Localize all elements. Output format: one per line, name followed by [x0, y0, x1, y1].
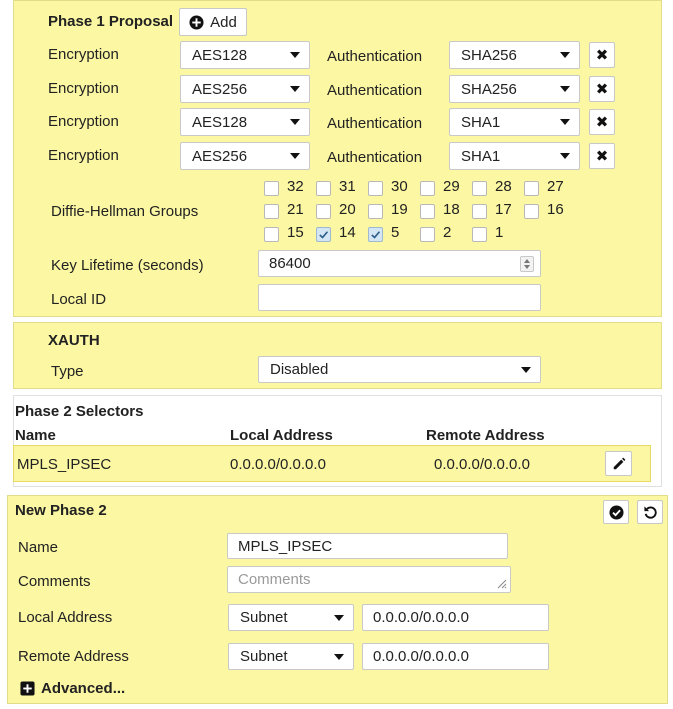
remove-proposal-button[interactable] — [589, 109, 615, 135]
authentication-select[interactable] — [449, 108, 580, 136]
xauth-title: XAUTH — [48, 332, 100, 349]
remote-address-input[interactable] — [362, 643, 549, 670]
authentication-select[interactable] — [449, 75, 580, 103]
encryption-label: Encryption — [48, 46, 119, 63]
local-id-label: Local ID — [51, 291, 107, 308]
comments-placeholder: Comments — [238, 571, 311, 588]
resize-handle-icon[interactable] — [495, 577, 507, 589]
dh-group-label: 5 — [391, 224, 400, 241]
add-proposal-button[interactable] — [179, 8, 247, 36]
local-address-type-value: Subnet — [240, 609, 288, 626]
close-icon: ✖ — [595, 147, 609, 165]
comments-textarea[interactable] — [227, 566, 511, 593]
dh-group-checkbox[interactable] — [264, 227, 279, 242]
row-name: MPLS_IPSEC — [17, 456, 112, 473]
new-phase2-panel — [7, 495, 668, 704]
dh-group-label: 1 — [495, 224, 504, 241]
dh-group-checkbox[interactable] — [264, 204, 279, 219]
encryption-select[interactable] — [180, 75, 310, 103]
chevron-down-icon — [560, 153, 570, 159]
close-icon: ✖ — [595, 46, 609, 64]
encryption-select[interactable] — [180, 108, 310, 136]
confirm-button[interactable] — [603, 500, 629, 524]
dh-group-label: 16 — [547, 201, 564, 218]
name-value: MPLS_IPSEC — [238, 537, 333, 555]
remove-proposal-button[interactable] — [589, 143, 615, 169]
column-name: Name — [15, 427, 56, 444]
dh-group-checkbox[interactable] — [316, 227, 331, 242]
close-icon: ✖ — [595, 113, 609, 131]
authentication-select[interactable] — [449, 41, 580, 69]
encryption-value: AES128 — [192, 46, 248, 64]
undo-icon — [643, 505, 658, 520]
dh-group-label: 2 — [443, 224, 452, 241]
authentication-value: SHA256 — [461, 80, 517, 98]
advanced-label: Advanced... — [41, 680, 126, 697]
local-address-value: 0.0.0.0/0.0.0.0 — [373, 609, 469, 626]
chevron-down-icon — [521, 367, 531, 373]
authentication-label: Authentication — [327, 82, 423, 99]
dh-group-checkbox[interactable] — [524, 181, 539, 196]
add-label: Add — [210, 13, 237, 31]
encryption-label: Encryption — [48, 113, 119, 130]
plus-square-icon — [20, 681, 35, 696]
dh-group-checkbox[interactable] — [368, 204, 383, 219]
remote-address-type-value: Subnet — [240, 648, 288, 665]
chevron-down-icon — [290, 153, 300, 159]
table-row[interactable] — [13, 445, 651, 482]
xauth-type-select[interactable] — [258, 356, 541, 383]
dh-group-label: 17 — [495, 201, 512, 218]
dh-group-checkbox[interactable] — [472, 227, 487, 242]
dh-group-label: 14 — [339, 224, 356, 241]
authentication-value: SHA1 — [461, 147, 501, 165]
encryption-label: Encryption — [48, 147, 119, 164]
name-label: Name — [18, 539, 59, 556]
row-local-address: 0.0.0.0/0.0.0.0 — [230, 456, 326, 473]
check-icon — [370, 229, 381, 240]
edit-button[interactable] — [605, 451, 632, 476]
dh-group-label: 19 — [391, 201, 408, 218]
chevron-down-icon — [334, 615, 344, 621]
advanced-toggle[interactable] — [20, 680, 125, 697]
xauth-type-value: Disabled — [270, 361, 329, 378]
row-remote-address: 0.0.0.0/0.0.0.0 — [434, 456, 530, 473]
chevron-down-icon — [560, 119, 570, 125]
encryption-select[interactable] — [180, 41, 310, 69]
dh-group-checkbox[interactable] — [420, 227, 435, 242]
chevron-down-icon — [560, 52, 570, 58]
pencil-icon — [612, 457, 626, 471]
chevron-down-icon — [290, 119, 300, 125]
dh-group-checkbox[interactable] — [316, 204, 331, 219]
dh-group-label: 15 — [287, 224, 304, 241]
dh-group-label: 30 — [391, 178, 408, 195]
dh-group-checkbox[interactable] — [472, 181, 487, 196]
remote-address-label: Remote Address — [18, 648, 129, 665]
authentication-label: Authentication — [327, 149, 423, 166]
dh-group-label: 29 — [443, 178, 460, 195]
dh-group-label: 20 — [339, 201, 356, 218]
dh-group-label: 21 — [287, 201, 304, 218]
dh-group-checkbox[interactable] — [420, 204, 435, 219]
dh-group-label: 32 — [287, 178, 304, 195]
local-address-input[interactable] — [362, 604, 549, 631]
column-remote-address: Remote Address — [426, 427, 545, 444]
key-lifetime-value: 86400 — [269, 255, 311, 272]
encryption-label: Encryption — [48, 80, 119, 97]
name-input[interactable] — [227, 533, 508, 559]
dh-group-label: 28 — [495, 178, 512, 195]
encryption-value: AES128 — [192, 113, 248, 131]
dh-group-label: 18 — [443, 201, 460, 218]
dh-group-checkbox[interactable] — [524, 204, 539, 219]
close-icon: ✖ — [595, 80, 609, 98]
local-address-type-select[interactable] — [228, 604, 354, 631]
check-icon — [318, 229, 329, 240]
encryption-select[interactable] — [180, 142, 310, 170]
dh-group-checkbox[interactable] — [420, 181, 435, 196]
comments-label: Comments — [18, 573, 91, 590]
dh-group-checkbox[interactable] — [264, 181, 279, 196]
encryption-value: AES256 — [192, 80, 248, 98]
column-local-address: Local Address — [230, 427, 333, 444]
chevron-down-icon — [334, 654, 344, 660]
phase2-title: Phase 2 Selectors — [15, 403, 144, 420]
remote-address-value: 0.0.0.0/0.0.0.0 — [373, 648, 469, 665]
dh-groups-label: Diffie-Hellman Groups — [51, 203, 199, 220]
dh-group-checkbox[interactable] — [368, 227, 383, 242]
local-id-input[interactable] — [258, 284, 541, 311]
new-phase2-title: New Phase 2 — [15, 502, 107, 519]
undo-button[interactable] — [637, 500, 663, 524]
dh-group-label: 31 — [339, 178, 356, 195]
authentication-label: Authentication — [327, 115, 423, 132]
authentication-label: Authentication — [327, 48, 423, 65]
chevron-down-icon — [560, 86, 570, 92]
authentication-value: SHA256 — [461, 46, 517, 64]
plus-circle-icon — [189, 15, 204, 30]
check-circle-icon — [609, 505, 624, 520]
chevron-down-icon — [290, 86, 300, 92]
key-lifetime-input[interactable] — [258, 250, 541, 277]
dh-group-checkbox[interactable] — [472, 204, 487, 219]
dh-group-checkbox[interactable] — [368, 181, 383, 196]
dh-group-label: 27 — [547, 178, 564, 195]
authentication-select[interactable] — [449, 142, 580, 170]
chevron-down-icon — [290, 52, 300, 58]
dh-group-checkbox[interactable] — [316, 181, 331, 196]
remove-proposal-button[interactable] — [589, 42, 615, 68]
local-address-label: Local Address — [18, 609, 113, 626]
spinner-icon[interactable] — [520, 256, 534, 272]
authentication-value: SHA1 — [461, 113, 501, 131]
remove-proposal-button[interactable] — [589, 76, 615, 102]
encryption-value: AES256 — [192, 147, 248, 165]
remote-address-type-select[interactable] — [228, 643, 354, 670]
xauth-type-label: Type — [51, 363, 84, 380]
phase1-title: Phase 1 Proposal — [48, 13, 174, 30]
key-lifetime-label: Key Lifetime (seconds) — [51, 257, 204, 274]
